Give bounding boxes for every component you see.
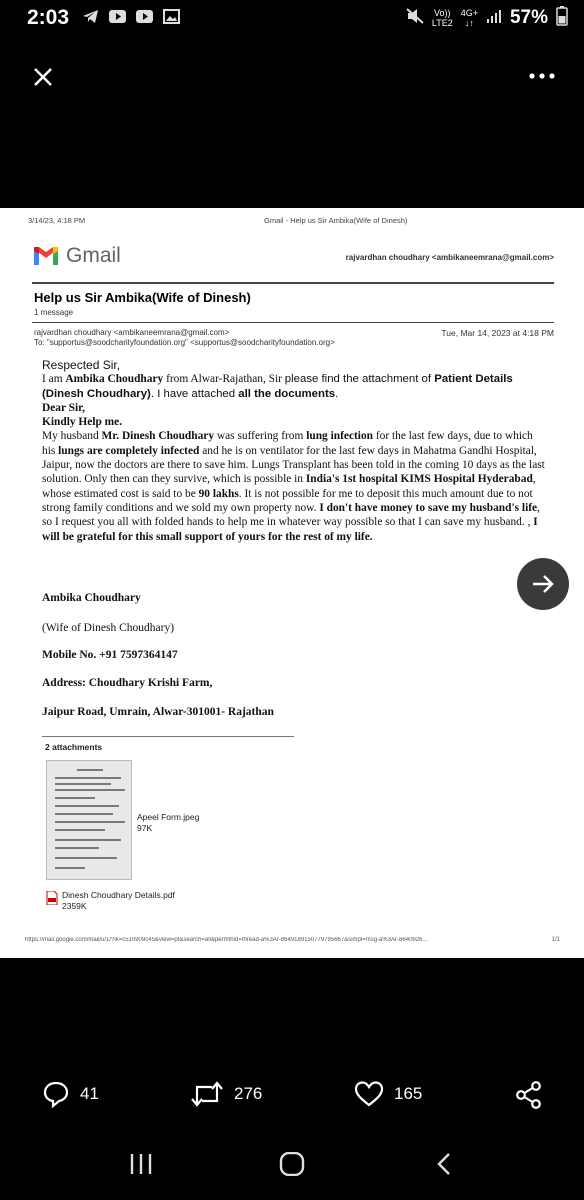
reply-icon xyxy=(42,1080,70,1108)
text-span: I don't have money to save my husband's life xyxy=(319,501,538,514)
signal-icon xyxy=(486,8,502,27)
text-span: , whose estimated cost is said to be xyxy=(42,473,536,500)
text-span: . xyxy=(335,387,339,400)
text-span: . It is not possible for me to deposit this much amount due to not strong family conditions and we sold my own property now. xyxy=(42,487,533,514)
account-address: rajvardhan choudhary <ambikaneemrana@gmail.com> xyxy=(345,253,554,262)
gmail-logo xyxy=(32,244,121,268)
signature-address: Address: Choudhary Krishi Farm, xyxy=(42,677,213,689)
telegram-icon xyxy=(82,9,99,24)
close-button[interactable] xyxy=(28,62,58,92)
attachment-size: 2359K xyxy=(62,901,87,911)
reply-count: 41 xyxy=(80,1084,99,1103)
network-label: 4G+ xyxy=(460,7,478,18)
notification-icons xyxy=(82,9,180,24)
signature-relation: (Wife of Dinesh Choudhary) xyxy=(42,622,175,634)
dear-line: Dear Sir, xyxy=(42,401,86,414)
text-span: all the documents xyxy=(238,387,336,400)
battery-percent: 57% xyxy=(509,6,548,28)
header-divider xyxy=(32,282,554,284)
volte-label: Vo)) xyxy=(434,7,451,18)
attachments-divider xyxy=(42,736,294,737)
sender: rajvardhan choudhary <ambikaneemrana@gmail.com> xyxy=(34,328,230,337)
attachment-name[interactable]: Apeel Form.jpeg xyxy=(137,812,200,822)
text-span: I will be grateful for this small support of yours for the rest of my life. xyxy=(42,516,538,543)
youtube-icon xyxy=(136,9,153,24)
home-icon xyxy=(279,1152,305,1176)
more-icon xyxy=(528,66,556,86)
volte-indicator xyxy=(432,8,453,28)
print-footer-url: https://mail.google.com/mail/u/1/?ik=c510909c45&view=pt&search=all&permthid=thread-a%3Ar-8649189150779795667&simpl=msg-a%3Ar-8640926... xyxy=(25,937,428,943)
tweet-actions xyxy=(0,1080,584,1120)
text-span: and he is on ventilator for the last few days in Mahatma Gandhi Hospital, Jaipur, now the doctors are there to save him. Lungs Transplant has been told in the coming 10 days as the last solution. Only then can they survive, which is possible in xyxy=(42,444,545,486)
signature-address-line2: Jaipur Road, Umrain, Alwar-301001- Rajathan xyxy=(42,706,274,718)
text-span: . I have attached xyxy=(150,387,239,400)
more-options-button[interactable] xyxy=(528,66,556,86)
home-button[interactable] xyxy=(279,1152,305,1181)
email-body xyxy=(42,358,547,544)
retweet-icon xyxy=(190,1080,224,1108)
text-span: for the last few days, due to which his xyxy=(42,430,533,457)
share-button[interactable] xyxy=(514,1080,544,1110)
text-span: from Alwar-Rajathan, Sir xyxy=(163,373,285,386)
gallery-icon xyxy=(163,9,180,24)
print-title: Gmail - Help us Sir Ambika(Wife of Dinesh) xyxy=(264,216,408,225)
print-page-number: 1/1 xyxy=(551,937,560,943)
intro-paragraph xyxy=(42,372,547,401)
text-span: lung infection xyxy=(306,430,373,443)
text-span: I am xyxy=(42,373,66,386)
close-icon xyxy=(28,62,58,92)
arrow-right-icon xyxy=(530,571,556,597)
next-image-button[interactable] xyxy=(517,558,569,610)
recent-apps-button[interactable] xyxy=(128,1152,154,1181)
message-count: 1 message xyxy=(34,308,74,317)
recents-icon xyxy=(128,1152,154,1176)
system-navigation-bar xyxy=(0,1146,584,1186)
clock: 2:03 xyxy=(27,6,70,29)
text-span: Ambika Choudhary xyxy=(65,373,164,386)
email-printout-image[interactable] xyxy=(0,208,584,958)
heart-icon xyxy=(354,1080,384,1108)
text-span: Mr. Dinesh Choudhary xyxy=(101,430,215,443)
signature-mobile: Mobile No. +91 7597364147 xyxy=(42,649,178,661)
back-icon xyxy=(434,1152,454,1176)
text-span: , so I request you all with folded hands to help me in whatever way possible so that I can save my husband. , xyxy=(42,501,540,529)
kindly-line: Kindly Help me. xyxy=(42,416,123,429)
share-icon xyxy=(514,1080,544,1110)
retweet-count: 276 xyxy=(234,1084,263,1103)
like-count: 165 xyxy=(394,1084,423,1103)
lte-label: LTE2 xyxy=(431,17,453,28)
retweet-button[interactable] xyxy=(190,1080,262,1108)
signature-name: Ambika Choudhary xyxy=(42,592,141,604)
reply-button[interactable] xyxy=(42,1080,99,1108)
text-span: My husband xyxy=(42,430,102,443)
recipient: To: "supportus@soodcharityfoundation.org" <supportus@soodcharityfoundation.org> xyxy=(34,338,335,347)
text-span: was suffering from xyxy=(214,430,307,443)
print-date: 3/14/23, 4:18 PM xyxy=(28,216,86,225)
mute-icon xyxy=(406,8,424,27)
status-bar xyxy=(0,0,584,40)
attachments-title: 2 attachments xyxy=(45,742,103,752)
email-subject: Help us Sir Ambika(Wife of Dinesh) xyxy=(34,290,251,305)
text-span: please find the attachment of xyxy=(284,373,435,386)
gmail-icon xyxy=(32,245,60,267)
youtube-icon xyxy=(109,9,126,24)
gmail-wordmark: Gmail xyxy=(66,244,121,267)
greeting: Respected Sir, xyxy=(42,358,121,372)
system-status xyxy=(406,6,568,29)
sent-date: Tue, Mar 14, 2023 at 4:18 PM xyxy=(441,328,554,338)
attachment-thumbnail[interactable] xyxy=(46,760,132,880)
main-paragraph xyxy=(42,429,547,543)
network-type: 4G+ ↓↑ xyxy=(460,7,478,28)
attachment-name[interactable]: Dinesh Choudhary Details.pdf xyxy=(62,890,175,900)
battery-icon xyxy=(556,6,568,29)
attachment-size: 97K xyxy=(137,823,153,833)
like-button[interactable] xyxy=(354,1080,422,1108)
subject-divider xyxy=(32,322,554,323)
pdf-icon xyxy=(46,891,58,905)
text-span: 90 lakhs xyxy=(198,487,239,500)
back-button[interactable] xyxy=(434,1152,454,1181)
text-span: Patient Details (Dinesh Choudhary) xyxy=(42,373,513,400)
text-span: lungs are completely infected xyxy=(58,444,200,457)
text-span: India's 1st hospital KIMS Hospital Hyderabad xyxy=(305,473,533,486)
